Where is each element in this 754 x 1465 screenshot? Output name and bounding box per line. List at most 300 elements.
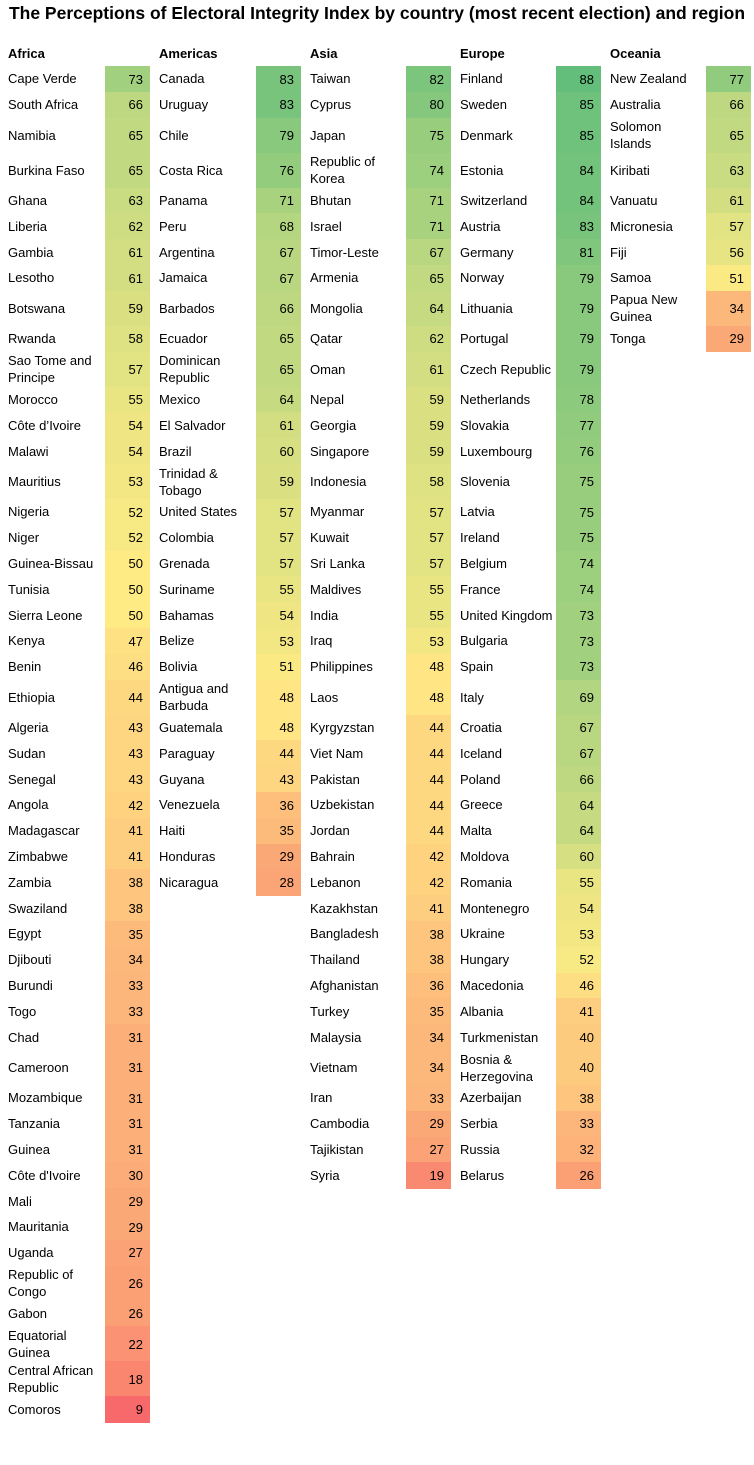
country-label: Israel — [310, 218, 342, 234]
country-label: Lebanon — [310, 874, 361, 890]
country-label: Papua New Guinea — [610, 292, 678, 325]
score-cell: 26 — [105, 1301, 150, 1327]
country-label: Belize — [159, 633, 195, 649]
country-label: Swaziland — [8, 900, 68, 916]
country-label: Nepal — [310, 392, 344, 407]
country-label: Côte d'Ivoire — [8, 1167, 81, 1183]
country-label: Equatorial Guinea — [8, 1327, 67, 1360]
score-cell: 35 — [256, 818, 301, 844]
score-cell: 59 — [406, 438, 451, 464]
country-label: Bolivia — [159, 659, 198, 675]
country-label: Iraq — [310, 633, 333, 649]
score-cell: 48 — [406, 680, 451, 716]
country-label: Philippines — [310, 659, 373, 675]
score-cell: 75 — [556, 464, 601, 500]
country-label: Barbados — [159, 300, 215, 316]
score-cell: 63 — [706, 153, 751, 189]
score-cell: 60 — [556, 844, 601, 870]
country-label: Viet Nam — [310, 745, 364, 761]
country-label: Cyprus — [310, 97, 352, 113]
country-label: Switzerland — [460, 193, 528, 208]
score-cell: 38 — [406, 947, 451, 973]
score-cell: 76 — [556, 438, 601, 464]
score-cell: 44 — [406, 766, 451, 792]
country-label: Turkey — [310, 1003, 350, 1019]
country-label: Oman — [310, 361, 346, 377]
country-label: Russia — [460, 1142, 500, 1157]
country-label: Namibia — [8, 127, 56, 143]
score-cell: 59 — [105, 291, 150, 327]
score-cell: 31 — [105, 1137, 150, 1163]
score-cell: 38 — [556, 1085, 601, 1111]
country-label: Vietnam — [310, 1060, 358, 1075]
score-cell: 76 — [256, 153, 301, 189]
country-label: Tajikistan — [310, 1142, 364, 1157]
country-label: Denmark — [460, 127, 513, 143]
country-label: Bulgaria — [460, 633, 508, 649]
score-cell: 44 — [406, 715, 451, 741]
chart-title: The Perceptions of Electoral Integrity Index by country (most recent election) and region — [8, 3, 746, 23]
score-cell: 31 — [105, 1024, 150, 1050]
country-label: El Salvador — [159, 417, 226, 433]
score-cell: 54 — [556, 895, 601, 921]
country-label: Portugal — [460, 331, 509, 347]
country-label: Germany — [460, 244, 514, 260]
country-label: Finland — [460, 71, 503, 87]
country-label: Cambodia — [310, 1116, 370, 1132]
country-label: Gabon — [8, 1306, 48, 1321]
score-cell: 59 — [256, 464, 301, 500]
score-cell: 55 — [556, 869, 601, 895]
score-cell: 57 — [105, 352, 150, 388]
country-label: Macedonia — [460, 978, 524, 993]
score-cell: 73 — [556, 628, 601, 654]
country-label: Syria — [310, 1167, 340, 1183]
country-label: Albania — [460, 1003, 504, 1019]
country-label: Italy — [460, 689, 484, 705]
score-cell: 61 — [406, 352, 451, 388]
score-cell: 48 — [256, 680, 301, 716]
country-label: Côte d’Ivoire — [8, 417, 81, 433]
score-cell: 79 — [556, 352, 601, 388]
score-cell: 36 — [406, 973, 451, 999]
score-cell: 61 — [706, 188, 751, 214]
score-cell: 67 — [556, 715, 601, 741]
region-header-americas: Americas — [159, 46, 218, 61]
country-label: Bangladesh — [310, 926, 379, 942]
score-cell: 81 — [556, 239, 601, 265]
score-cell: 29 — [105, 1214, 150, 1240]
score-cell: 27 — [105, 1240, 150, 1266]
score-cell: 58 — [105, 326, 150, 352]
country-label: Pakistan — [310, 771, 360, 787]
score-cell: 84 — [556, 188, 601, 214]
country-label: Austria — [460, 218, 501, 234]
country-label: Cape Verde — [8, 71, 77, 87]
score-cell: 74 — [406, 153, 451, 189]
country-label: Morocco — [8, 392, 58, 407]
score-cell: 68 — [256, 213, 301, 239]
country-label: Angola — [8, 797, 49, 813]
country-label: Zimbabwe — [8, 849, 68, 864]
score-cell: 88 — [556, 66, 601, 92]
country-label: Niger — [8, 530, 40, 546]
score-cell: 62 — [406, 326, 451, 352]
score-cell: 63 — [105, 188, 150, 214]
score-cell: 54 — [105, 438, 150, 464]
country-label: Gambia — [8, 244, 54, 260]
country-label: Mexico — [159, 392, 201, 407]
country-label: Venezuela — [159, 797, 220, 813]
score-cell: 79 — [256, 118, 301, 154]
score-cell: 33 — [556, 1111, 601, 1137]
score-cell: 31 — [105, 1111, 150, 1137]
score-cell: 75 — [556, 525, 601, 551]
score-cell: 48 — [256, 715, 301, 741]
score-cell: 31 — [105, 1050, 150, 1086]
country-label: Guinea-Bissau — [8, 556, 94, 571]
score-cell: 42 — [406, 844, 451, 870]
score-cell: 52 — [556, 947, 601, 973]
country-label: Serbia — [460, 1116, 498, 1132]
country-label: Fiji — [610, 244, 627, 260]
country-label: Kyrgyzstan — [310, 720, 375, 735]
country-label: Maldives — [310, 581, 362, 597]
region-header-africa: Africa — [8, 46, 45, 61]
country-label: Malta — [460, 823, 492, 839]
score-cell: 41 — [105, 818, 150, 844]
country-label: Brazil — [159, 443, 192, 459]
score-cell: 35 — [406, 998, 451, 1024]
country-label: Republic of Korea — [310, 154, 376, 187]
score-cell: 26 — [105, 1266, 150, 1302]
country-label: Solomon Islands — [610, 119, 662, 152]
country-label: Czech Republic — [460, 361, 552, 377]
score-cell: 53 — [406, 628, 451, 654]
country-label: Peru — [159, 218, 187, 234]
score-cell: 46 — [105, 654, 150, 680]
score-cell: 82 — [406, 66, 451, 92]
score-cell: 44 — [406, 818, 451, 844]
country-label: Chile — [159, 127, 189, 143]
country-label: Belgium — [460, 556, 507, 571]
country-label: Netherlands — [460, 392, 531, 407]
score-cell: 65 — [256, 352, 301, 388]
country-label: Belarus — [460, 1167, 505, 1183]
country-label: United States — [159, 504, 238, 520]
score-cell: 54 — [256, 602, 301, 628]
score-cell: 29 — [256, 844, 301, 870]
country-label: Tonga — [610, 331, 646, 347]
country-label: Estonia — [460, 162, 504, 178]
score-cell: 57 — [406, 525, 451, 551]
score-cell: 85 — [556, 118, 601, 154]
region-header-oceania: Oceania — [610, 46, 661, 61]
score-cell: 33 — [105, 998, 150, 1024]
score-cell: 59 — [406, 412, 451, 438]
country-label: Madagascar — [8, 823, 80, 839]
country-label: Burkina Faso — [8, 162, 85, 178]
region-header-asia: Asia — [310, 46, 338, 61]
country-label: Paraguay — [159, 745, 215, 761]
country-label: Samoa — [610, 270, 652, 286]
country-label: Senegal — [8, 771, 56, 787]
country-label: Ethiopia — [8, 689, 55, 705]
score-cell: 61 — [105, 239, 150, 265]
score-cell: 67 — [256, 265, 301, 291]
country-label: Nicaragua — [159, 874, 219, 890]
country-label: Malawi — [8, 443, 49, 459]
score-cell: 65 — [706, 118, 751, 154]
score-cell: 48 — [406, 654, 451, 680]
score-cell: 67 — [256, 239, 301, 265]
score-cell: 51 — [706, 265, 751, 291]
country-label: South Africa — [8, 97, 79, 113]
score-cell: 38 — [105, 869, 150, 895]
score-cell: 84 — [556, 153, 601, 189]
score-cell: 71 — [406, 188, 451, 214]
score-cell: 64 — [406, 291, 451, 327]
score-cell: 38 — [406, 921, 451, 947]
country-label: Kenya — [8, 633, 45, 649]
country-label: Sweden — [460, 97, 507, 113]
score-cell: 55 — [105, 387, 150, 413]
score-cell: 44 — [406, 740, 451, 766]
country-label: Comoros — [8, 1401, 61, 1417]
country-label: Jordan — [310, 823, 350, 839]
score-cell: 46 — [556, 973, 601, 999]
score-cell: 35 — [105, 921, 150, 947]
score-cell: 29 — [706, 326, 751, 352]
country-label: Dominican Republic — [159, 353, 221, 386]
country-label: Mauritius — [8, 474, 61, 489]
country-label: Norway — [460, 270, 505, 286]
country-label: Croatia — [460, 720, 502, 735]
country-label: Japan — [310, 127, 346, 143]
score-cell: 29 — [105, 1188, 150, 1214]
country-label: United Kingdom — [460, 607, 553, 623]
score-cell: 71 — [406, 213, 451, 239]
score-cell: 75 — [556, 499, 601, 525]
score-cell: 50 — [105, 576, 150, 602]
score-cell: 69 — [556, 680, 601, 716]
country-label: Mozambique — [8, 1090, 83, 1106]
country-label: Ukraine — [460, 926, 505, 942]
country-label: Montenegro — [460, 900, 530, 916]
country-label: Central African Republic — [8, 1362, 94, 1395]
country-label: Afghanistan — [310, 978, 379, 993]
score-cell: 80 — [406, 92, 451, 118]
score-cell: 66 — [706, 92, 751, 118]
score-cell: 71 — [256, 188, 301, 214]
score-cell: 56 — [706, 239, 751, 265]
country-label: Kazakhstan — [310, 900, 378, 916]
score-cell: 57 — [706, 213, 751, 239]
country-label: Canada — [159, 71, 205, 87]
score-cell: 51 — [256, 654, 301, 680]
score-cell: 44 — [105, 680, 150, 716]
score-cell: 43 — [105, 766, 150, 792]
score-cell: 73 — [556, 654, 601, 680]
country-label: Mali — [8, 1193, 32, 1209]
score-cell: 54 — [105, 412, 150, 438]
score-cell: 42 — [406, 869, 451, 895]
score-cell: 53 — [256, 628, 301, 654]
country-label: Mongolia — [310, 300, 363, 316]
score-cell: 57 — [256, 499, 301, 525]
country-label: Djibouti — [8, 952, 52, 968]
score-cell: 41 — [556, 998, 601, 1024]
country-label: Bosnia & Herzegovina — [460, 1051, 533, 1084]
score-cell: 19 — [406, 1162, 451, 1188]
country-label: Myanmar — [310, 504, 365, 520]
score-cell: 57 — [406, 551, 451, 577]
score-cell: 50 — [105, 551, 150, 577]
score-cell: 65 — [105, 118, 150, 154]
score-cell: 52 — [105, 499, 150, 525]
score-cell: 65 — [256, 326, 301, 352]
score-cell: 38 — [105, 895, 150, 921]
score-cell: 22 — [105, 1326, 150, 1362]
country-label: Uzbekistan — [310, 797, 375, 813]
country-label: Republic of Congo — [8, 1267, 74, 1300]
country-label: Benin — [8, 659, 42, 675]
country-label: Guyana — [159, 771, 205, 787]
country-label: Spain — [460, 659, 494, 675]
country-label: Luxembourg — [460, 443, 533, 459]
country-label: Argentina — [159, 244, 215, 260]
score-cell: 41 — [406, 895, 451, 921]
country-label: Qatar — [310, 331, 343, 347]
score-cell: 33 — [406, 1085, 451, 1111]
score-cell: 83 — [556, 213, 601, 239]
country-label: Indonesia — [310, 474, 367, 489]
country-label: Tanzania — [8, 1116, 61, 1132]
country-label: Botswana — [8, 300, 66, 316]
score-cell: 42 — [105, 792, 150, 818]
score-cell: 74 — [556, 576, 601, 602]
score-cell: 55 — [256, 576, 301, 602]
country-label: Iran — [310, 1090, 333, 1106]
score-cell: 34 — [406, 1024, 451, 1050]
score-cell: 32 — [556, 1137, 601, 1163]
score-cell: 33 — [105, 973, 150, 999]
score-cell: 36 — [256, 792, 301, 818]
country-label: Bahrain — [310, 849, 355, 864]
country-label: Latvia — [460, 504, 495, 520]
score-cell: 18 — [105, 1361, 150, 1397]
country-label: Greece — [460, 797, 503, 813]
score-cell: 28 — [256, 869, 301, 895]
country-label: Sudan — [8, 745, 46, 761]
country-label: Sierra Leone — [8, 607, 83, 623]
score-cell: 59 — [406, 387, 451, 413]
score-cell: 55 — [406, 602, 451, 628]
country-label: Chad — [8, 1029, 40, 1045]
country-label: Bhutan — [310, 193, 352, 208]
score-cell: 52 — [105, 525, 150, 551]
country-label: Antigua and Barbuda — [159, 681, 229, 714]
score-cell: 57 — [256, 551, 301, 577]
country-label: Timor-Leste — [310, 244, 379, 260]
score-cell: 44 — [256, 740, 301, 766]
score-cell: 34 — [105, 947, 150, 973]
country-label: Cameroon — [8, 1060, 69, 1075]
score-cell: 62 — [105, 213, 150, 239]
country-label: Grenada — [159, 556, 210, 571]
country-label: Costa Rica — [159, 162, 223, 178]
score-cell: 50 — [105, 602, 150, 628]
score-cell: 66 — [556, 766, 601, 792]
country-label: Colombia — [159, 530, 214, 546]
score-cell: 57 — [256, 525, 301, 551]
country-label: Guatemala — [159, 720, 223, 735]
country-label: Australia — [610, 97, 661, 113]
score-cell: 64 — [556, 792, 601, 818]
score-cell: 66 — [105, 92, 150, 118]
country-label: Bahamas — [159, 607, 214, 623]
score-cell: 47 — [105, 628, 150, 654]
country-label: Zambia — [8, 874, 52, 890]
country-label: Sri Lanka — [310, 556, 365, 571]
score-cell: 53 — [556, 921, 601, 947]
country-label: Algeria — [8, 720, 49, 735]
score-cell: 83 — [256, 66, 301, 92]
country-label: Mauritania — [8, 1219, 69, 1235]
score-cell: 58 — [406, 464, 451, 500]
country-label: Azerbaijan — [460, 1090, 522, 1106]
score-cell: 53 — [105, 464, 150, 500]
score-cell: 64 — [256, 387, 301, 413]
country-label: Turkmenistan — [460, 1029, 539, 1045]
score-cell: 55 — [406, 576, 451, 602]
country-label: Romania — [460, 874, 513, 890]
country-label: Malaysia — [310, 1029, 362, 1045]
score-cell: 40 — [556, 1024, 601, 1050]
score-cell: 85 — [556, 92, 601, 118]
country-label: Haiti — [159, 823, 186, 839]
country-label: Tunisia — [8, 581, 50, 597]
score-cell: 30 — [105, 1162, 150, 1188]
country-label: Honduras — [159, 849, 216, 864]
country-label: Uganda — [8, 1245, 54, 1261]
score-cell: 44 — [406, 792, 451, 818]
country-label: Ghana — [8, 193, 48, 208]
country-label: Egypt — [8, 926, 42, 942]
country-label: Nigeria — [8, 504, 50, 520]
score-cell: 43 — [105, 740, 150, 766]
score-cell: 67 — [556, 740, 601, 766]
country-label: Hungary — [460, 952, 510, 968]
country-label: Thailand — [310, 952, 360, 968]
country-label: Panama — [159, 193, 208, 208]
country-label: Poland — [460, 771, 501, 787]
score-cell: 78 — [556, 387, 601, 413]
score-cell: 67 — [406, 239, 451, 265]
score-cell: 77 — [706, 66, 751, 92]
score-cell: 26 — [556, 1162, 601, 1188]
score-cell: 61 — [256, 412, 301, 438]
country-label: Togo — [8, 1003, 37, 1019]
country-label: Slovenia — [460, 474, 510, 489]
score-cell: 31 — [105, 1085, 150, 1111]
score-cell: 61 — [105, 265, 150, 291]
country-label: Lithuania — [460, 300, 513, 316]
score-cell: 27 — [406, 1137, 451, 1163]
country-label: Suriname — [159, 581, 215, 597]
country-label: France — [460, 581, 501, 597]
score-cell: 34 — [706, 291, 751, 327]
